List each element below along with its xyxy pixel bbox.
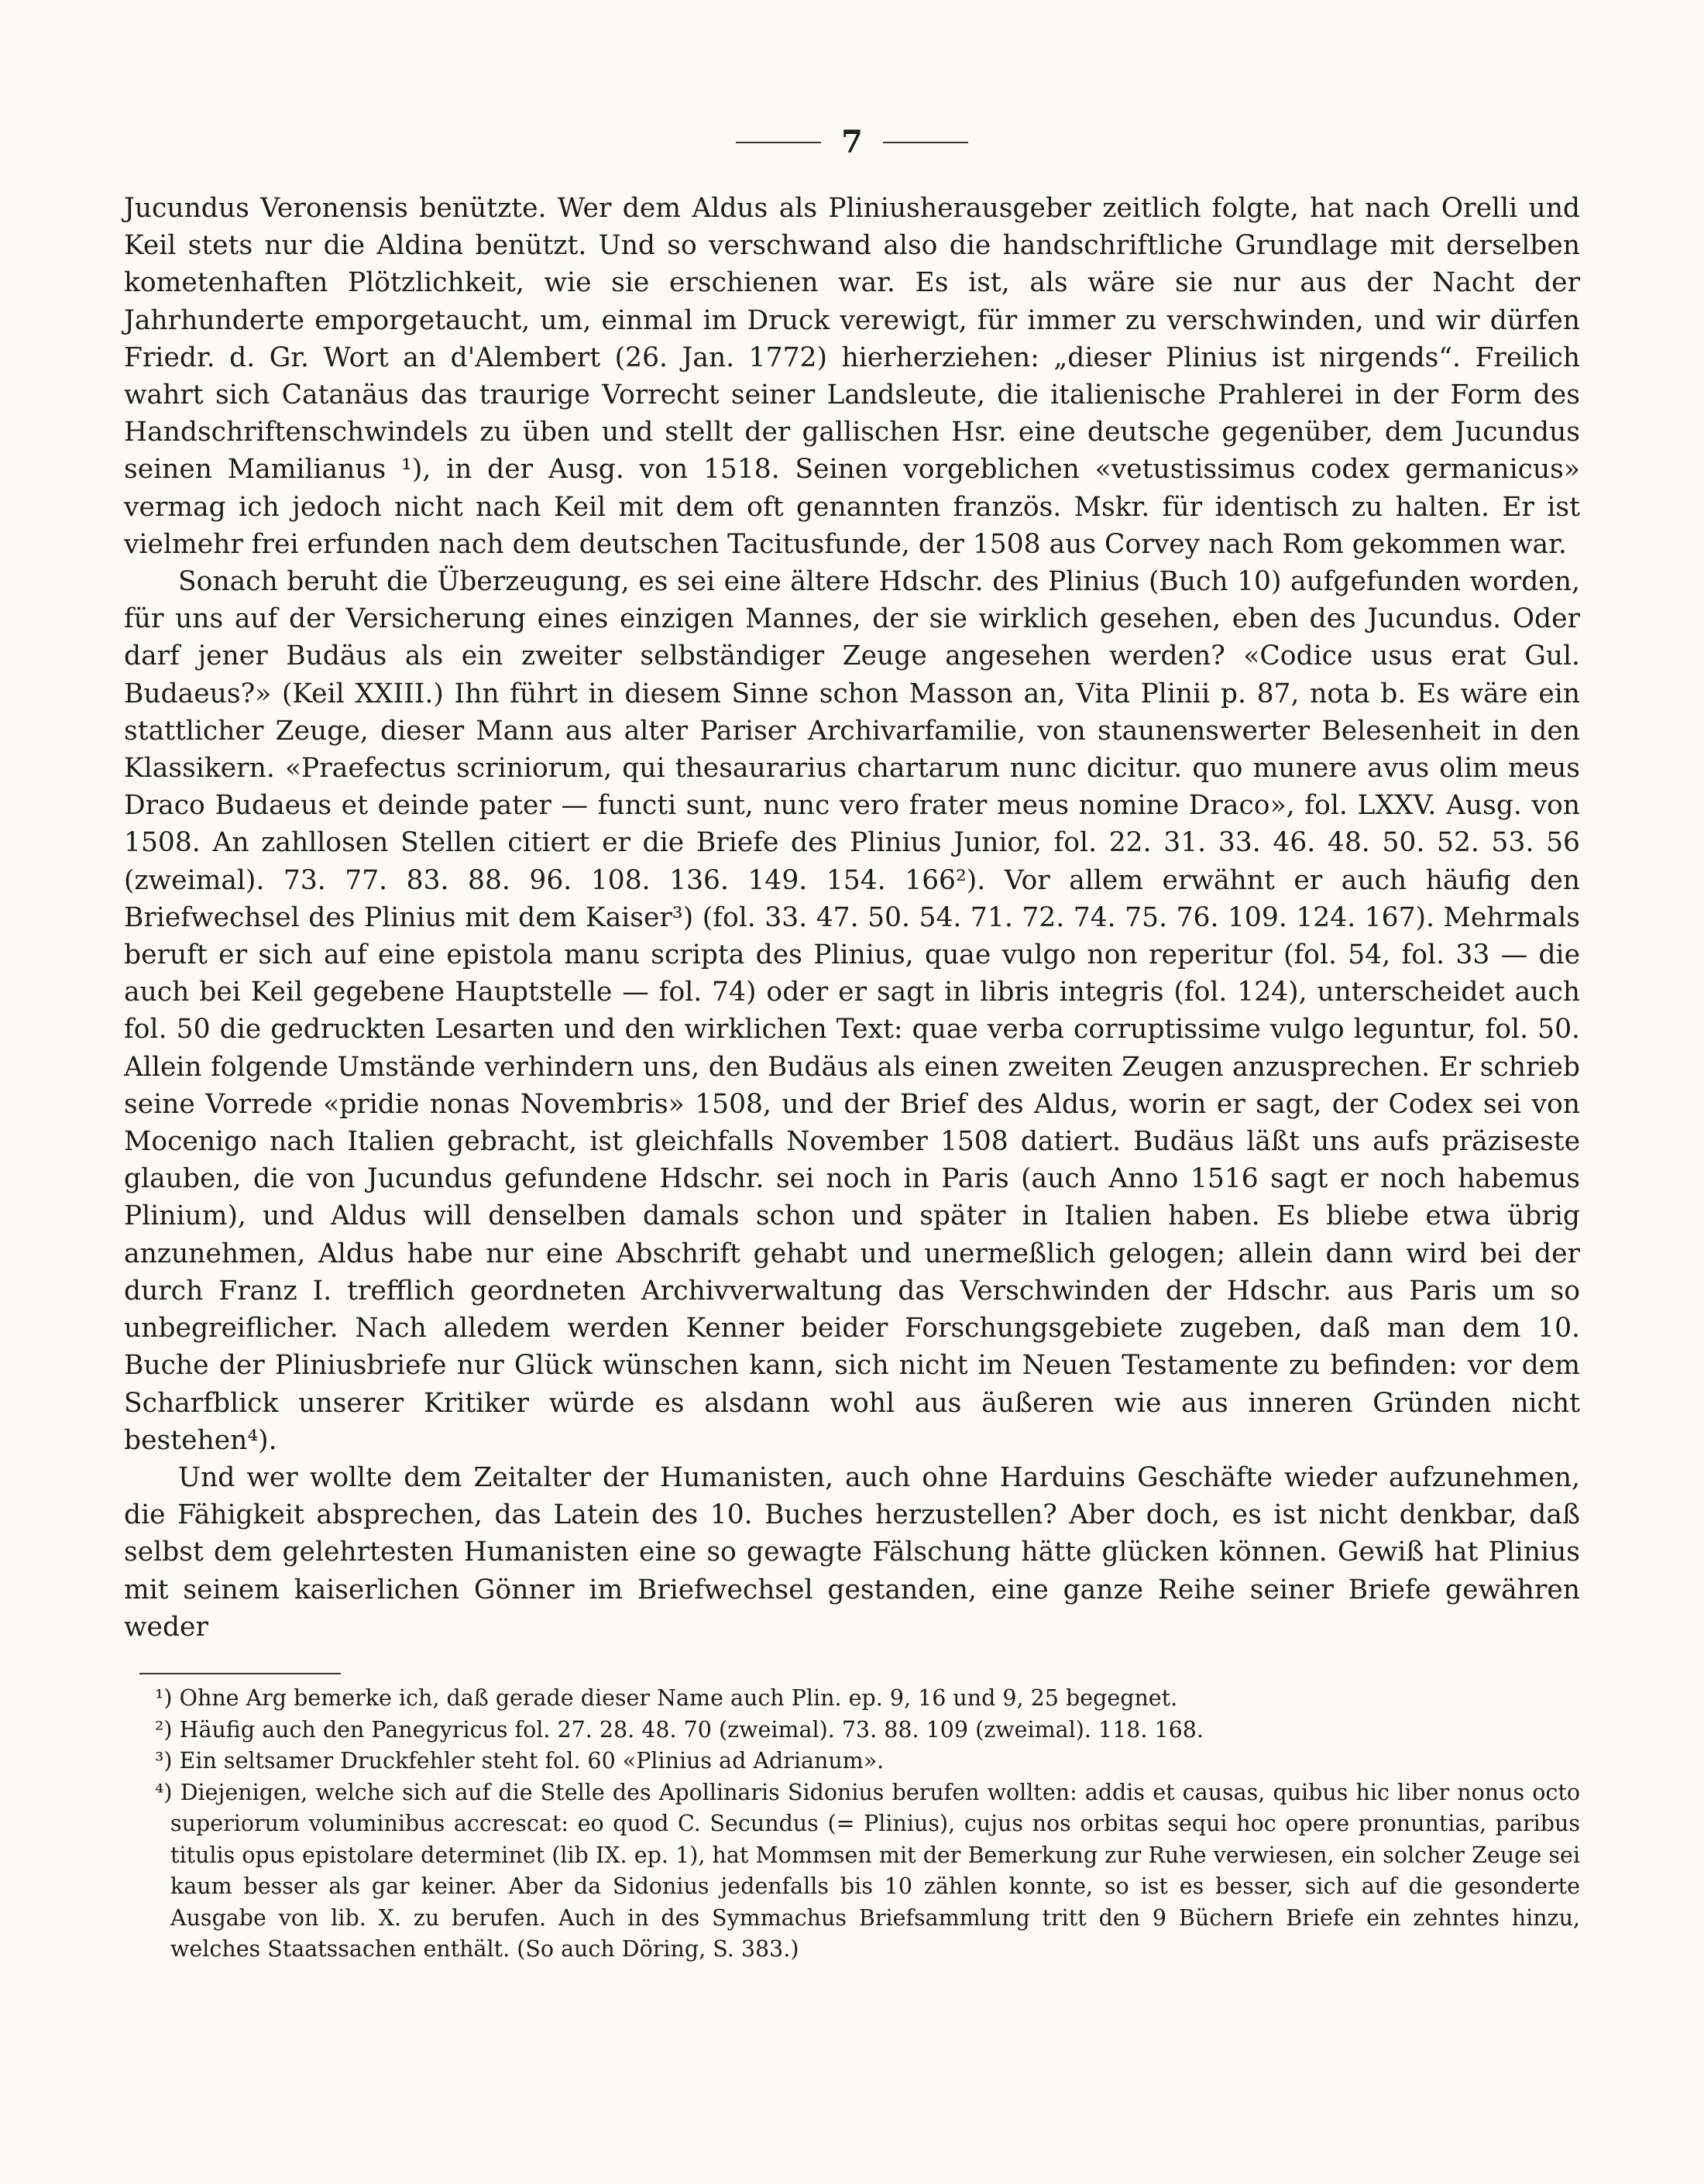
footnote: ²) Häufig auch den Panegyricus fol. 27. 28. 48. 70 (zweimal). 73. 88. 109 (zweimal). 118. 168. [155,1716,1204,1743]
footnote: ³) Ein seltsamer Druckfehler steht fol. 60 «Plinius ad Adrianum». [155,1748,885,1774]
paragraph: Sonach beruht die Überzeugung, es sei eine ältere Hdschr. des Plinius (Buch 10) aufgefunden worden, für uns auf der Versicherung eines einzigen Mannes, der sie wirklich gesehen, eben des Jucundus. Oder darf jener Budäus als ein zweiter selbständiger Zeuge angesehen werden? «Codice usus erat Gul. Budaeus?» (Keil XXIII.) Ihn führt in diesem Sinne schon Masson an, Vita Plinii p. 87, nota b. Es wäre ein stattlicher Zeuge, dieser Mann aus alter Pariser Archivarfamilie, von staunenswerter Belesenheit in den Klassikern. «Praefectus scriniorum, qui thesaurarius chartarum nunc dicitur. quo munere avus olim meus Draco Budaeus et deinde pater — functi sunt, nunc vero frater meus nomine Draco», fol. LXXV. Ausg. von 1508. An zahllosen Stellen citiert er die Briefe des Plinius Junior, fol. 22. 31. 33. 46. 48. 50. 52. 53. 56 (zweimal). 73. 77. 83. 88. 96. 108. 136. 149. 154. 166²). Vor allem erwähnt er auch häufig den Briefwechsel des Plinius mit dem Kaiser³) (fol. 33. 47. 50. 54. 71. 72. 74. 75. 76. 109. 124. 167). Mehrmals beruft er sich auf eine epistola manu scripta des Plinius, quae vulgo non reperitur (fol. 54, fol. 33 — die auch bei Keil gegebene Hauptstelle — fol. 74) oder er sagt in libris integris (fol. 124), unterscheidet auch fol. 50 die gedruckten Lesarten und den wirklichen Text: quae verba corruptissime vulgo leguntur, fol. 50. Allein folgende Umstände verhindern uns, den Budäus als einen zweiten Zeugen anzusprechen. Er schrieb seine Vorrede «pridie nonas Novembris» 1508, und der Brief des Aldus, worin er sagt, der Codex sei von Mocenigo nach Italien gebracht, ist gleichfalls November 1508 datiert. Budäus läßt uns aufs präziseste glauben, die von Jucundus gefundene Hdschr. sei noch in Paris (auch Anno 1516 sagt er noch habemus Plinium), und Aldus will denselben damals schon und später in Italien haben. Es bliebe etwa übrig anzunehmen, Aldus habe nur eine Abschrift gehabt und unermeßlich gelogen; allein dann wird bei der durch Franz I. trefflich geordneten Archivverwaltung das Verschwinden der Hdschr. aus Paris um so unbegreiflicher. Nach alledem werden Kenner beider Forschungsgebiete zugeben, daß man dem 10. Buche der Pliniusbriefe nur Glück wünschen kann, sich nicht im Neuen Testamente zu befinden: vor dem Scharfblick unserer Kritiker würde es alsdann wohl aus äußeren wie aus inneren Gründen nicht bestehen⁴). [124,566,1580,1456]
header-rule-left [736,142,821,143]
paragraph: Jucundus Veronensis benützte. Wer dem Aldus als Pliniusherausgeber zeitlich folgte, hat nach Orelli und Keil stets nur die Aldina benützt. Und so verschwand also die handschriftliche Grundlage mit derselben kometenhaften Plötzlichkeit, wie sie erschienen war. Es ist, als wäre sie nur aus der Nacht der Jahrhunderte emporgetaucht, um, einmal im Druck verewigt, für immer zu verschwinden, und wir dürfen Friedr. d. Gr. Wort an d'Alembert (26. Jan. 1772) hierherziehen: „dieser Plinius ist nirgends“. Freilich wahrt sich Catanäus das traurige Vorrecht seiner Landsleute, die italienische Prahlerei in der Form des Handschriftenschwindels zu üben und stellt der gallischen Hsr. eine deutsche gegenüber, dem Jucundus seinen Mamilianus ¹), in der Ausg. von 1518. Seinen vorgeblichen «vetustissimus codex germanicus» vermag ich jedoch nicht nach Keil mit dem oft genannten französ. Mskr. für identisch zu halten. Er ist vielmehr frei erfunden nach dem deutschen Tacitusfunde, der 1508 aus Corvey nach Rom gekommen war. [124,193,1580,560]
main-text [124,190,1580,1646]
footnote: ⁴) Diejenigen, welche sich auf die Stelle des Apollinaris Sidonius berufen wollten: addis et causas, quibus hic liber nonus octo superiorum voluminibus accrescat: eo quod C. Secundus (= Plinius), cujus nos orbitas sequi hoc opere pronuntias, paribus titulis opus epistolare determinet (lib IX. ep. 1), hat Mommsen mit der Bemerkung zur Ruhe verwiesen, ein solcher Zeuge sei kaum besser als gar keiner. Aber da Sidonius jedenfalls bis 10 zählen konnte, so ist es besser, sich auf die gesonderte Ausgabe von lib. X. zu berufen. Auch in des Symmachus Briefsammlung tritt den 9 Büchern Briefe ein zehntes hinzu, welches Staatssachen enthält. (So auch Döring, S. 383.) [155,1779,1580,1962]
page-header [0,124,1704,160]
footnote-divider [139,1673,341,1674]
footnotes [124,1683,1580,1966]
header-rule-right [883,142,968,143]
paragraph: Und wer wollte dem Zeitalter der Humanisten, auch ohne Harduins Geschäfte wieder aufzunehmen, die Fähigkeit absprechen, das Latein des 10. Buches herzustellen? Aber doch, es ist nicht denkbar, daß selbst dem gelehrtesten Humanisten eine so gewagte Fälschung hätte glücken können. Gewiß hat Plinius mit seinem kaiserlichen Gönner im Briefwechsel gestanden, eine ganze Reihe seiner Briefe gewähren weder [124,1461,1580,1643]
page-number: 7 [841,124,863,160]
footnote: ¹) Ohne Arg bemerke ich, daß gerade dieser Name auch Plin. ep. 9, 16 und 9, 25 begegnet. [155,1685,1178,1711]
